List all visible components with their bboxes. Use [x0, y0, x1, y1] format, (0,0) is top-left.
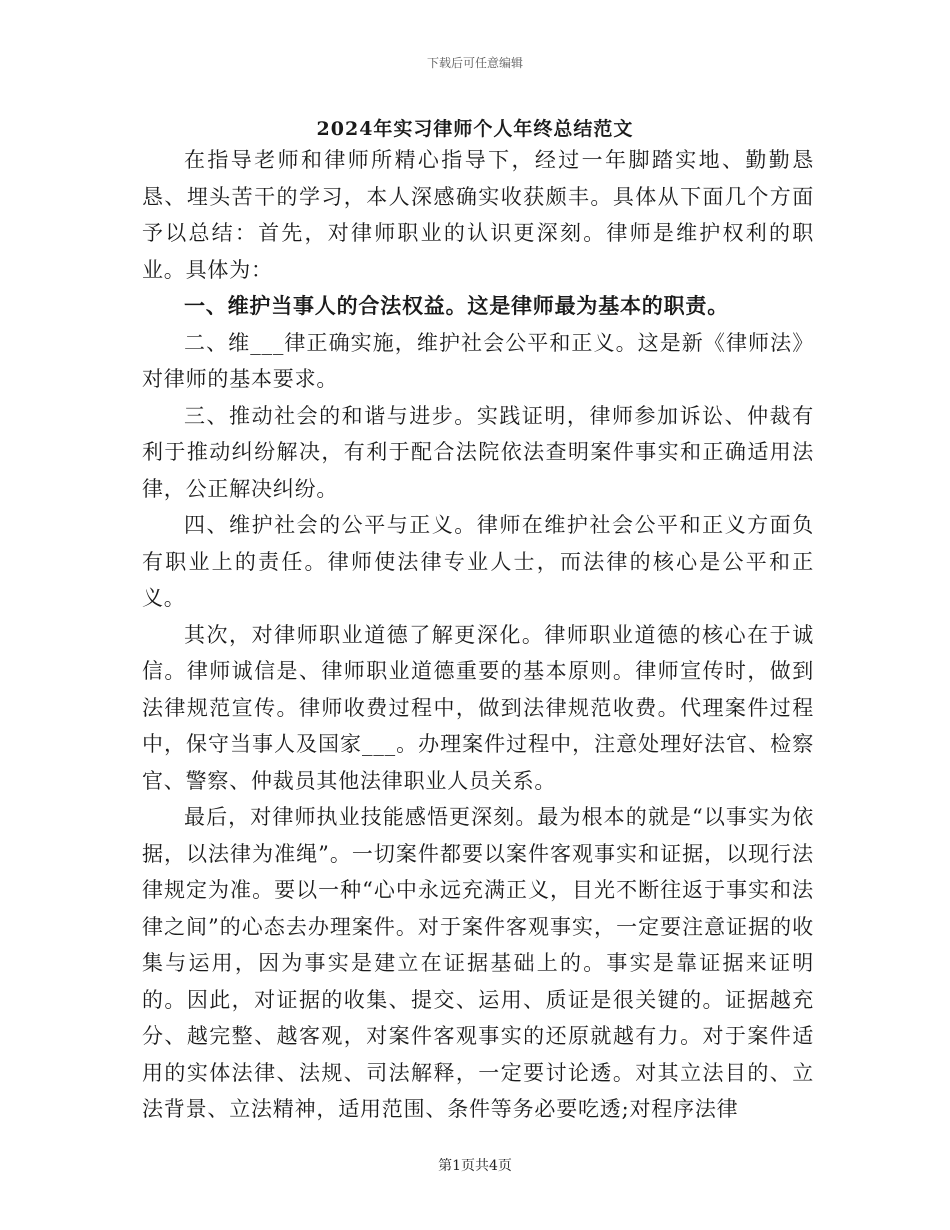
paragraph-last: 最后，对律师执业技能感悟更深刻。最为根本的就是“以事实为依据，以法律为准绳”。一切案件都要以案件客观事实和证据，以现行法律规定为准。要以一种“心中永远充满正义，目光不断往返于事实和法律之间”的心态去办理案件。对于案件客观事实，一定要注意证据的收集与运用，因为事实是建立在证据基础上的。事实是靠证据来证明的。因此，对证据的收集、提交、运用、质证是很关键的。证据越充分、越完整、越客观，对案件客观事实的还原就越有力。对于案件适用的实体法律、法规、司法解释，一定要讨论透。对其立法目的、立法背景、立法精神，适用范围、条件等务必要吃透;对程序法律: [142, 805, 814, 1121]
paragraph-point-3: 三、推动社会的和谐与进步。实践证明，律师参加诉讼、仲裁有利于推动纠纷解决，有利于配合法院依法查明案件事实和正确适用法律，公正解决纠纷。: [142, 403, 814, 501]
paragraph-point-2: 二、维___律正确实施，维护社会公平和正义。这是新《律师法》对律师的基本要求。: [142, 330, 814, 391]
paragraph-intro: 在指导老师和律师所精心指导下，经过一年脚踏实地、勤勤恳恳、埋头苦干的学习，本人深感确实收获颇丰。具体从下面几个方面予以总结：首先，对律师职业的认识更深刻。律师是维护权利的职业。具体为：: [142, 148, 814, 282]
page-footer: 第1页共4页: [438, 1158, 512, 1174]
document-body: [142, 142, 814, 1128]
paragraph-point-4: 四、维护社会的公平与正义。律师在维护社会公平和正义方面负有职业上的责任。律师使法律专业人士，而法律的核心是公平和正义。: [142, 513, 814, 610]
header-note: 下载后可任意编辑: [426, 56, 523, 70]
document-title: 2024年实习律师个人年终总结范文: [316, 118, 634, 140]
paragraph-point-1: 一、维护当事人的合法权益。这是律师最为基本的职责。: [184, 293, 729, 318]
paragraph-second: 其次，对律师职业道德了解更深化。律师职业道德的核心在于诚信。律师诚信是、律师职业道德重要的基本原则。律师宣传时，做到法律规范宣传。律师收费过程中，做到法律规范收费。代理案件过程中，保守当事人及国家___。办理案件过程中，注意处理好法官、检察官、警察、仲裁员其他法律职业人员关系。: [142, 622, 814, 793]
